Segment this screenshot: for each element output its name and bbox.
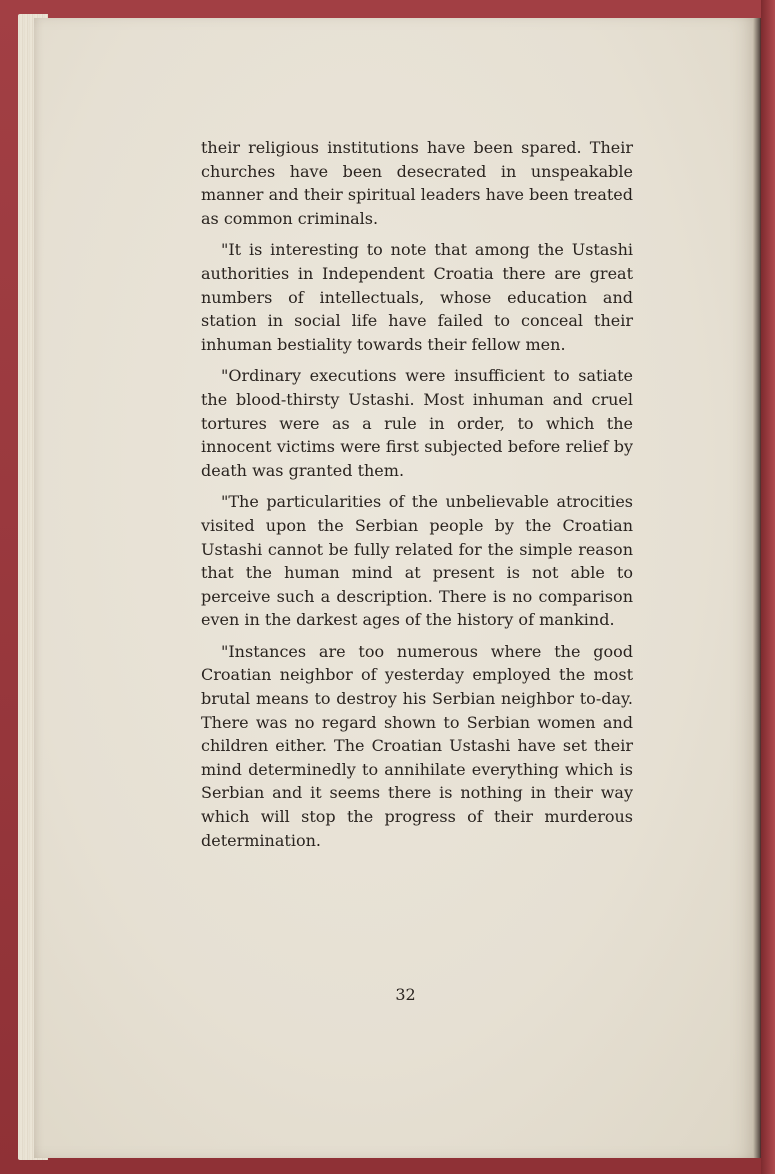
paragraph-1: their religious institutions have been spared. Their churches have been desecrated in unspeakable manner and their spiritual leaders have been treated as common criminals. <box>201 138 633 228</box>
paragraph-2: "It is interesting to note that among the Ustashi authorities in Independent Croatia there are great numbers of intellectuals, whose education and station in social life have failed to conceal their inhuman bestiality towards their fellow men. <box>201 240 633 354</box>
body-text <box>201 136 633 860</box>
paragraph-5: "Instances are too numerous where the good Croatian neighbor of yesterday employed the most brutal means to destroy his Serbian neighbor to-day. There was no regard shown to Serbian women and children either. The Croatian Ustashi have set their mind determinedly to annihilate everything which is Serbian and it seems there is nothing in their way which will stop the progress of their murderous determination. <box>201 641 633 850</box>
paragraph-3: "Ordinary executions were insufficient to satiate the blood-thirsty Ustashi. Most inhuman and cruel tortures were as a rule in order, to which the innocent victims were first subjected before relief by death was granted them. <box>201 366 633 480</box>
paragraph-4: "The particularities of the unbelievable atrocities visited upon the Serbian people by the Croatian Ustashi cannot be fully related for the simple reason that the human mind at present is not able to perceive such a description. There is no comparison even in the darkest ages of the history of mankind. <box>201 492 633 630</box>
page-number: 32 <box>395 985 416 1004</box>
